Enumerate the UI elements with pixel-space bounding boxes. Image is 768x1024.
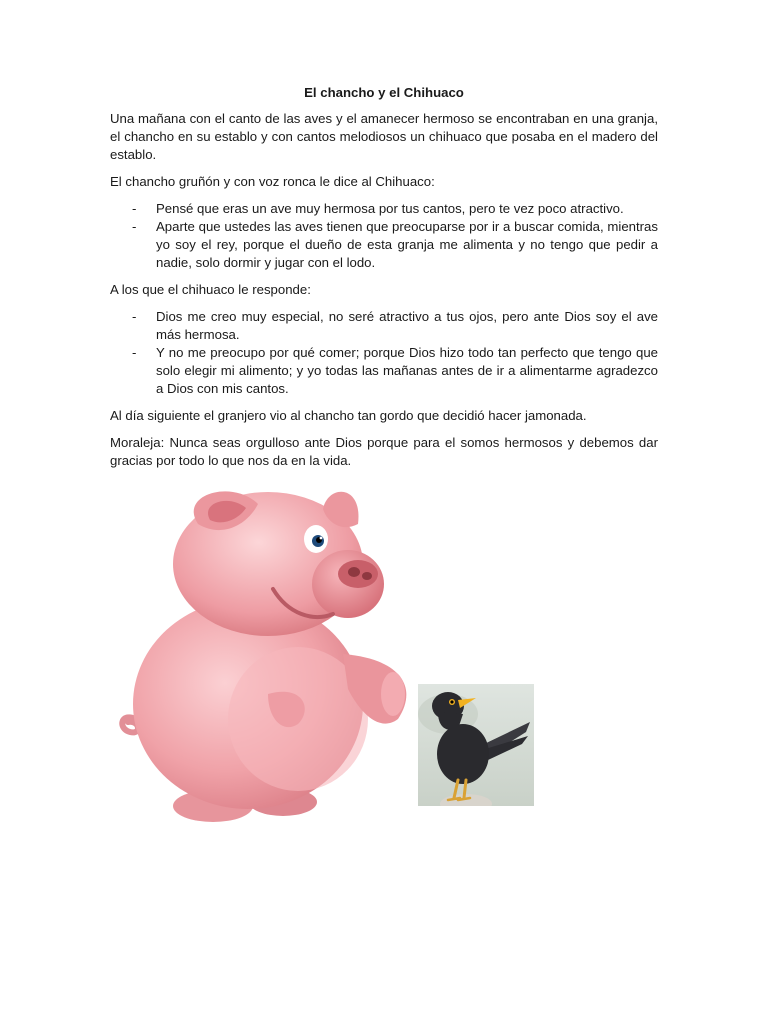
list-dash: - [132, 345, 137, 360]
list-dash: - [132, 201, 137, 216]
pig-line-2: Aparte que ustedes las aves tienen que preocuparse por ir a buscar comida, mientras yo soy el rey, porque el dueño de esta granja me alimenta y no tengo que pedir a nadie, solo dormir y jugar con el lodo. [156, 219, 658, 270]
list-item [110, 344, 658, 398]
intro-paragraph: Una mañana con el canto de las aves y el amanecer hermoso se encontraban en una granja, el chancho en su establo y con cantos melodiosos un chihuaco que posaba en el madero del establo. [110, 111, 658, 162]
pig-line-1: Pensé que eras un ave muy hermosa por tus cantos, pero te vez poco atractivo. [156, 201, 624, 216]
bird-dialog-list [110, 308, 658, 398]
bird-line-2: Y no me preocupo por qué comer; porque Dios hizo todo tan perfecto que tengo que solo elegir mi alimento; y yo todas las mañanas antes de ir a alimentarme agradezco a Dios con mis cantos. [156, 345, 658, 396]
document-body [110, 84, 658, 479]
moral-paragraph: Moraleja: Nunca seas orgulloso ante Dios porque para el somos hermosos y debemos dar gracias por todo lo que nos da en la vida. [110, 435, 658, 468]
bird-line-1: Dios me creo muy especial, no seré atractivo a tus ojos, pero ante Dios soy el ave más hermosa. [156, 309, 658, 342]
list-item [110, 200, 658, 218]
list-item [110, 308, 658, 344]
list-dash: - [132, 219, 137, 234]
cartoon-pig-illustration [118, 484, 418, 824]
chihuaco-bird-photo [418, 684, 534, 806]
bird-replies-paragraph: A los que el chihuaco le responde: [110, 282, 311, 297]
document-title: El chancho y el Chihuaco [304, 85, 464, 100]
pig-dialog-list [110, 200, 658, 272]
next-day-paragraph: Al día siguiente el granjero vio al chancho tan gordo que decidió hacer jamonada. [110, 408, 587, 423]
list-dash: - [132, 309, 137, 324]
list-item [110, 218, 658, 272]
pig-speaks-paragraph: El chancho gruñón y con voz ronca le dice al Chihuaco: [110, 174, 435, 189]
